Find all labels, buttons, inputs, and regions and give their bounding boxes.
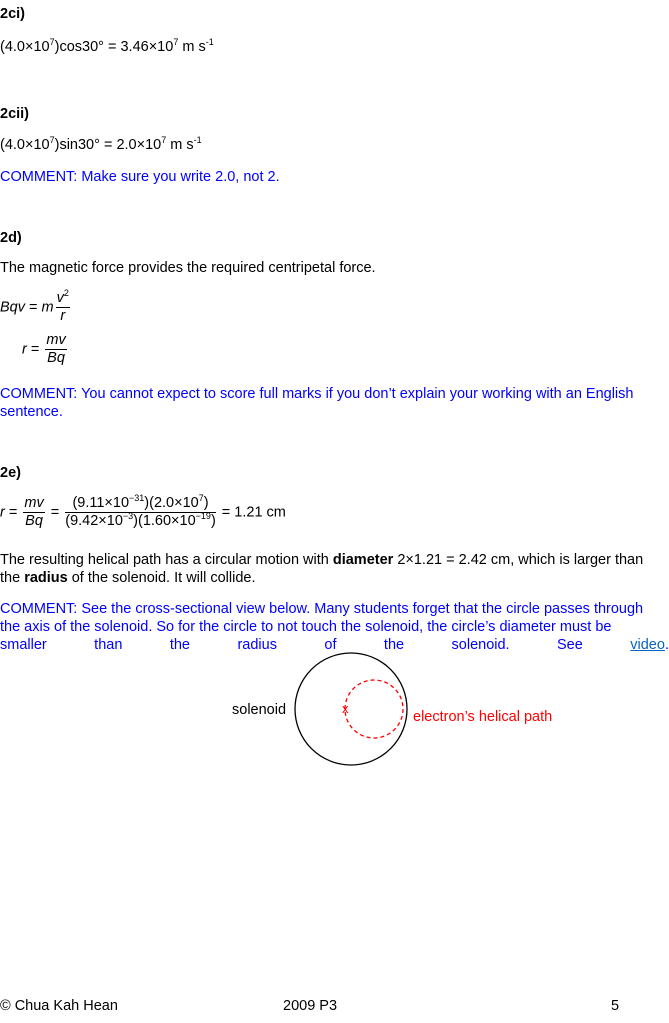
video-link[interactable]: video xyxy=(630,637,665,653)
comment-word: the xyxy=(169,637,191,653)
equation-2d-2: r = $\frac{mv}{Bq}$ xyxy=(22,332,66,366)
paragraph-2e-line2: the radius of the solenoid. It will collide. xyxy=(0,570,256,586)
heading-2e: 2e) xyxy=(0,465,21,481)
axis-mark: x xyxy=(342,701,349,716)
comment-2cii: COMMENT: Make sure you write 2.0, not 2. xyxy=(0,169,280,185)
comment-2e-line3: smaller than the radius of the solenoid. See video. xyxy=(0,637,669,653)
comment-word: solenoid. xyxy=(451,637,510,653)
equation-2d-1: Bqv = m $\frac{v^2}{r}$ xyxy=(0,288,69,324)
helical-path-label: electron’s helical path xyxy=(413,709,553,725)
solenoid-cross-section-diagram xyxy=(0,650,669,770)
heading-2cii: 2cii) xyxy=(0,106,30,122)
text-2d: The magnetic force provides the required centripetal force. xyxy=(0,260,376,276)
comment-word: radius xyxy=(237,637,277,653)
comment-2d-line2: sentence. xyxy=(0,404,63,420)
helical-path-circle xyxy=(345,680,403,738)
comment-word: the xyxy=(383,637,405,653)
footer-author: © Chua Kah Hean xyxy=(0,998,118,1014)
equation-2ci: $(4.0\times 10^7)\cos 30^\circ = 3.46\times 10^7$ m $s^{-1}$ xyxy=(0,37,214,55)
footer-paper: 2009 P3 xyxy=(283,998,338,1014)
comment-2d-line1: COMMENT: You cannot expect to score full marks if you don’t explain your working with an English xyxy=(0,386,634,402)
heading-2d: 2d) xyxy=(0,230,22,246)
comment-2e-line1: COMMENT: See the cross-sectional view below. Many students forget that the circle passes through xyxy=(0,601,644,617)
comment-word: of xyxy=(324,637,337,653)
comment-word: See xyxy=(557,637,583,653)
equation-2cii: $(4.0\times 10^7)\sin 30^\circ = 2.0\times 10^7$ m $s^{-1}$ xyxy=(0,135,202,153)
solenoid-circle xyxy=(295,653,407,765)
comment-2e-line2: the axis of the solenoid. So for the circle to not touch the solenoid, the circle’s diameter must be xyxy=(0,619,612,635)
equation-2e: r = $\frac{mv}{Bq}$ = $\frac{(9.11\times 10^{-31})(2.0\times 10^7)}{(9.42\times 10^{-3})(1.60\times 10^{-19})}$ = 1.21 cm xyxy=(0,493,286,529)
paragraph-2e-line1: The resulting helical path has a circular motion with diameter 2×1.21 = 2.42 cm, which is larger than xyxy=(0,552,644,568)
page-number: 5 xyxy=(611,998,620,1014)
comment-word: smaller xyxy=(0,637,47,653)
comment-word: than xyxy=(94,637,123,653)
solenoid-label: solenoid xyxy=(232,702,287,718)
heading-2ci: 2ci) xyxy=(0,6,25,22)
